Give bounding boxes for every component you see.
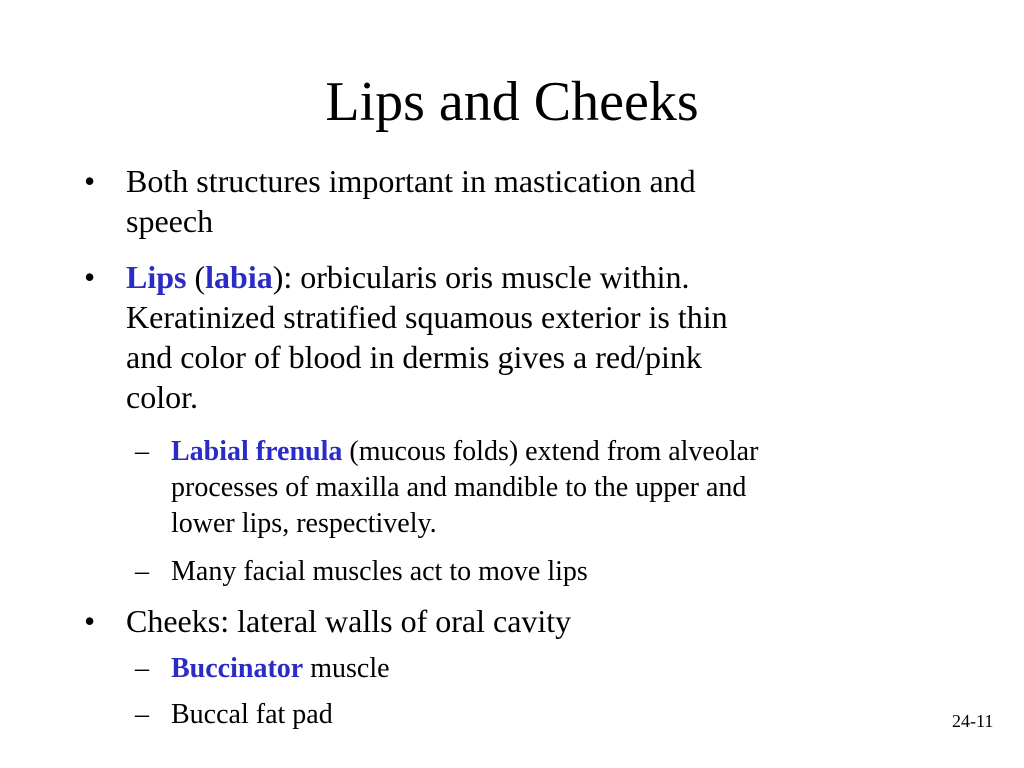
bullet-text: ): orbicularis oris muscle within. <box>272 259 690 295</box>
sub-bullet-line <box>171 434 901 470</box>
slide-number: 24-11 <box>952 711 994 731</box>
sub-bullet-marker: – <box>135 436 149 467</box>
sub-bullet-labial-frenula <box>135 434 901 542</box>
bullet-line: Both structures important in mastication and <box>126 163 696 199</box>
bullet-mastication <box>84 161 886 241</box>
keyword-labial-frenula: Labial frenula <box>171 436 343 467</box>
bullet-line: Keratinized stratified squamous exterior is thin <box>126 299 728 335</box>
bullet-marker: • <box>84 163 96 199</box>
sub-bullet-text: muscle <box>303 653 390 684</box>
sub-bullet-marker: – <box>135 653 149 684</box>
sub-bullet-facial-muscles <box>135 554 901 590</box>
keyword-lips: Lips <box>126 259 187 295</box>
sub-bullet-line: processes of maxilla and mandible to the upper and <box>171 472 747 503</box>
bullet-line: and color of blood in dermis gives a red/pink <box>126 339 702 375</box>
keyword-labia: labia <box>205 259 273 295</box>
paren-open: ( <box>186 259 206 295</box>
sub-bullet-text: (mucous folds) extend from alveolar <box>342 436 759 467</box>
sub-bullet-line: lower lips, respectively. <box>171 508 437 539</box>
sub-bullet-buccinator <box>135 651 901 687</box>
sub-bullet-line <box>171 651 901 687</box>
bullet-marker: • <box>84 259 96 295</box>
sub-bullet-line: Buccal fat pad <box>171 699 333 730</box>
bullet-line: Cheeks: lateral walls of oral cavity <box>126 603 572 639</box>
sub-bullet-buccal-fat-pad <box>135 697 901 733</box>
bullet-line: speech <box>126 203 214 239</box>
sub-bullet-marker: – <box>135 556 149 587</box>
keyword-buccinator: Buccinator <box>171 653 304 684</box>
bullet-cheeks <box>84 601 886 641</box>
bullet-line: color. <box>126 379 198 415</box>
bullet-marker: • <box>84 603 96 639</box>
bullet-lips <box>84 257 886 417</box>
slide-title: Lips and Cheeks <box>325 71 699 133</box>
sub-bullet-marker: – <box>135 699 149 730</box>
sub-bullet-line: Many facial muscles act to move lips <box>171 556 588 587</box>
bullet-line <box>126 257 886 297</box>
